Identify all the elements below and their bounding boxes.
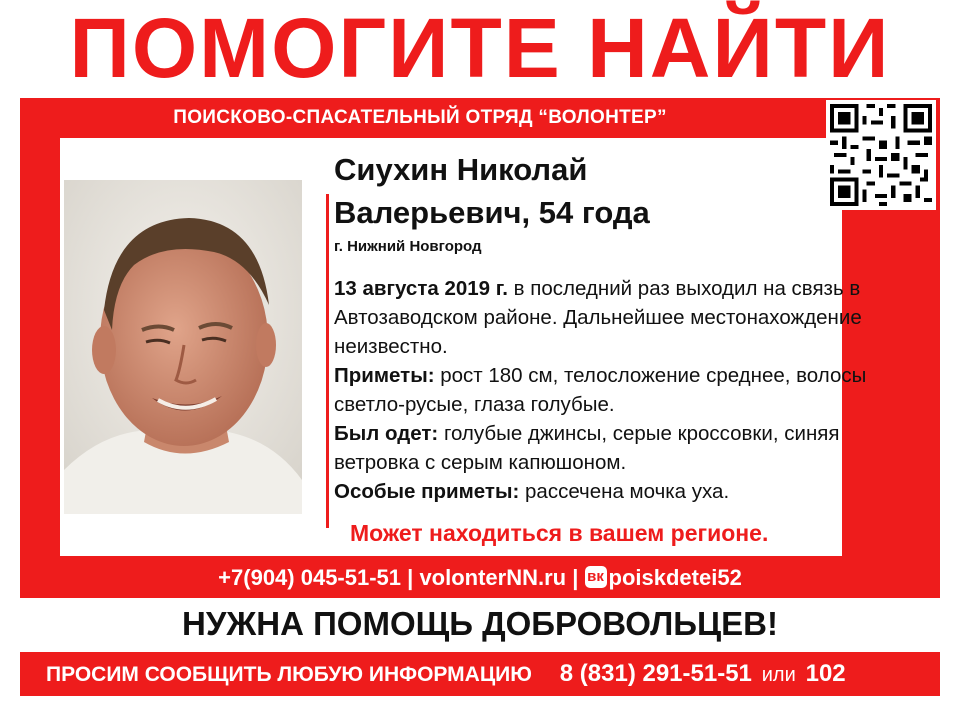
person-city: г. Нижний Новгород (334, 238, 482, 255)
poster-frame (20, 98, 940, 598)
name-line-2: Валерьевич, 54 года (334, 195, 650, 230)
contacts-bar (20, 558, 940, 598)
missing-date: 13 августа 2019 г. (334, 277, 508, 300)
hotline-phone[interactable]: 8 (831) 291-51-51 (559, 660, 752, 687)
clothes-paragraph (334, 419, 894, 477)
special-signs-label: Особые приметы: (334, 480, 520, 503)
contact-phone[interactable]: +7(904) 045-51-51 (218, 565, 402, 590)
photo-divider (326, 194, 329, 528)
volunteer-call: НУЖНА ПОМОЩЬ ДОБРОВОЛЬЦЕВ! (182, 605, 778, 642)
content-panel (60, 138, 867, 556)
org-name: ПОИСКОВО-СПАСАТЕЛЬНЫЙ ОТРЯД “ВОЛОНТЕР” (173, 107, 667, 128)
contact-site-link[interactable]: volonterNN.ru (419, 565, 567, 590)
name-line-1: Сиухин Николай (334, 152, 588, 187)
contact-separator-1: | (407, 565, 414, 590)
missing-date-text: в последний раз выходил на связь в Автозаводском районе. Дальнейшее местонахождение неизвестно. (334, 277, 862, 358)
signs-label: Приметы: (334, 364, 435, 387)
or-label: или (761, 664, 796, 686)
special-signs-text: рассечена мочка уха. (525, 480, 730, 503)
signs-paragraph (334, 361, 894, 419)
person-name (334, 148, 814, 234)
clothes-label: Был одет: (334, 422, 439, 445)
last-contact-paragraph (334, 274, 894, 361)
special-signs-paragraph (334, 477, 894, 506)
vk-icon[interactable]: вк (585, 566, 607, 588)
clothes-text: голубые джинсы, серые кроссовки, синяя ветровка с серым капюшоном. (334, 422, 840, 474)
headline: ПОМОГИТЕ НАЙТИ (69, 1, 891, 95)
person-photo (64, 180, 302, 514)
emergency-phone[interactable]: 102 (805, 660, 846, 687)
contact-vk-link[interactable]: poiskdetei52 (608, 565, 742, 590)
signs-text: рост 180 см, телосложение среднее, волосы светло-русые, глаза голубые. (334, 364, 867, 416)
contact-separator-2: | (572, 565, 579, 590)
qr-code-icon[interactable] (826, 100, 936, 210)
region-note: Может находиться в вашем регионе. (350, 520, 769, 546)
description (334, 274, 894, 506)
info-request: ПРОСИМ СООБЩИТЬ ЛЮБУЮ ИНФОРМАЦИЮ (46, 663, 532, 686)
bottom-bar (20, 652, 940, 696)
